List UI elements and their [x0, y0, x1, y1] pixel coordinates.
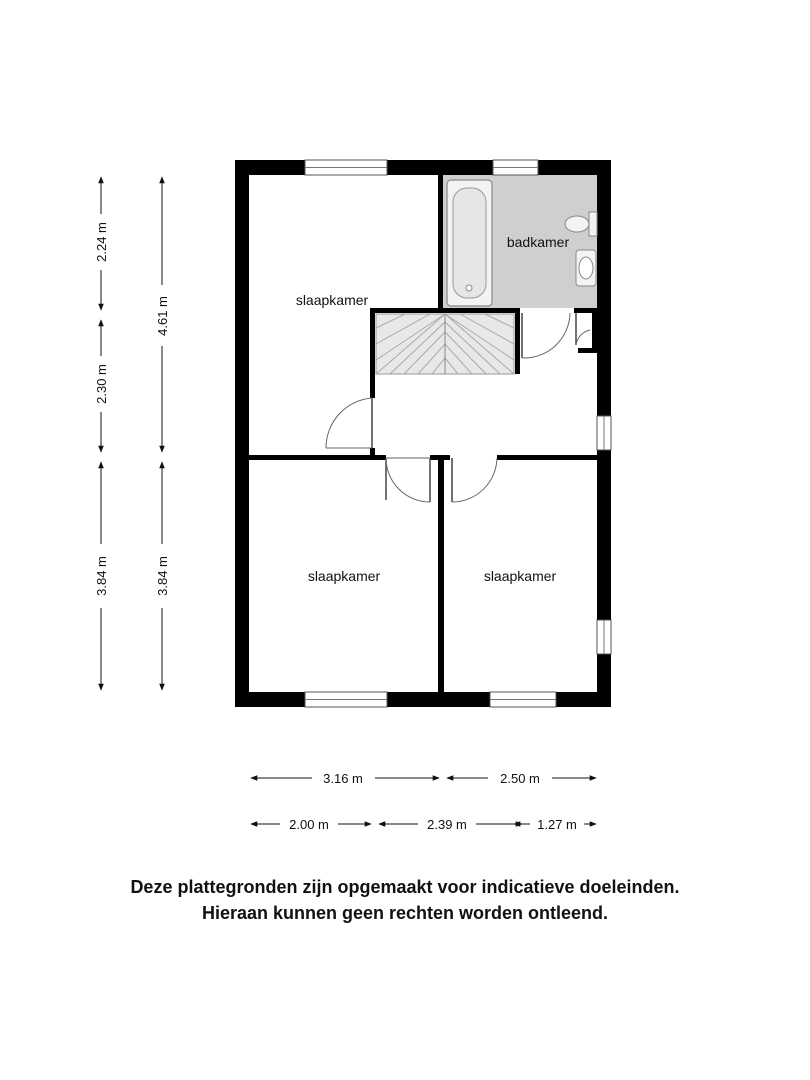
staircase — [376, 314, 514, 374]
bathtub-icon — [447, 180, 492, 306]
room-label-bedroom-bottom-right: slaapkamer — [483, 568, 557, 584]
disclaimer-line-1: Deze plattegronden zijn opgemaakt voor indicatieve doeleinden. — [130, 877, 680, 897]
sink-icon — [576, 250, 596, 286]
room-label-bedroom-bottom-left: slaapkamer — [307, 568, 381, 584]
dimension-label-bottom-1-right: 2.50 m — [500, 771, 540, 786]
dimension-label-bottom-2-left: 2.00 m — [289, 817, 329, 832]
room-label-bathroom: badkamer — [506, 234, 570, 250]
dimension-label-left-bottom: 3.84 m — [94, 556, 109, 596]
dimension-label-inner-bottom: 3.84 m — [155, 556, 170, 596]
dimension-label-bottom-2-right: 1.27 m — [537, 817, 577, 832]
room-label-bedroom-top-left: slaapkamer — [295, 292, 369, 308]
dimension-label-inner-top: 4.61 m — [155, 296, 170, 336]
dimension-label-left-top: 2.24 m — [94, 222, 109, 262]
dimension-label-left-middle: 2.30 m — [94, 364, 109, 404]
dimension-label-bottom-2-middle: 2.39 m — [427, 817, 467, 832]
dimension-label-bottom-1-left: 3.16 m — [323, 771, 363, 786]
disclaimer-line-2: Hieraan kunnen geen rechten worden ontleend. — [201, 903, 609, 923]
